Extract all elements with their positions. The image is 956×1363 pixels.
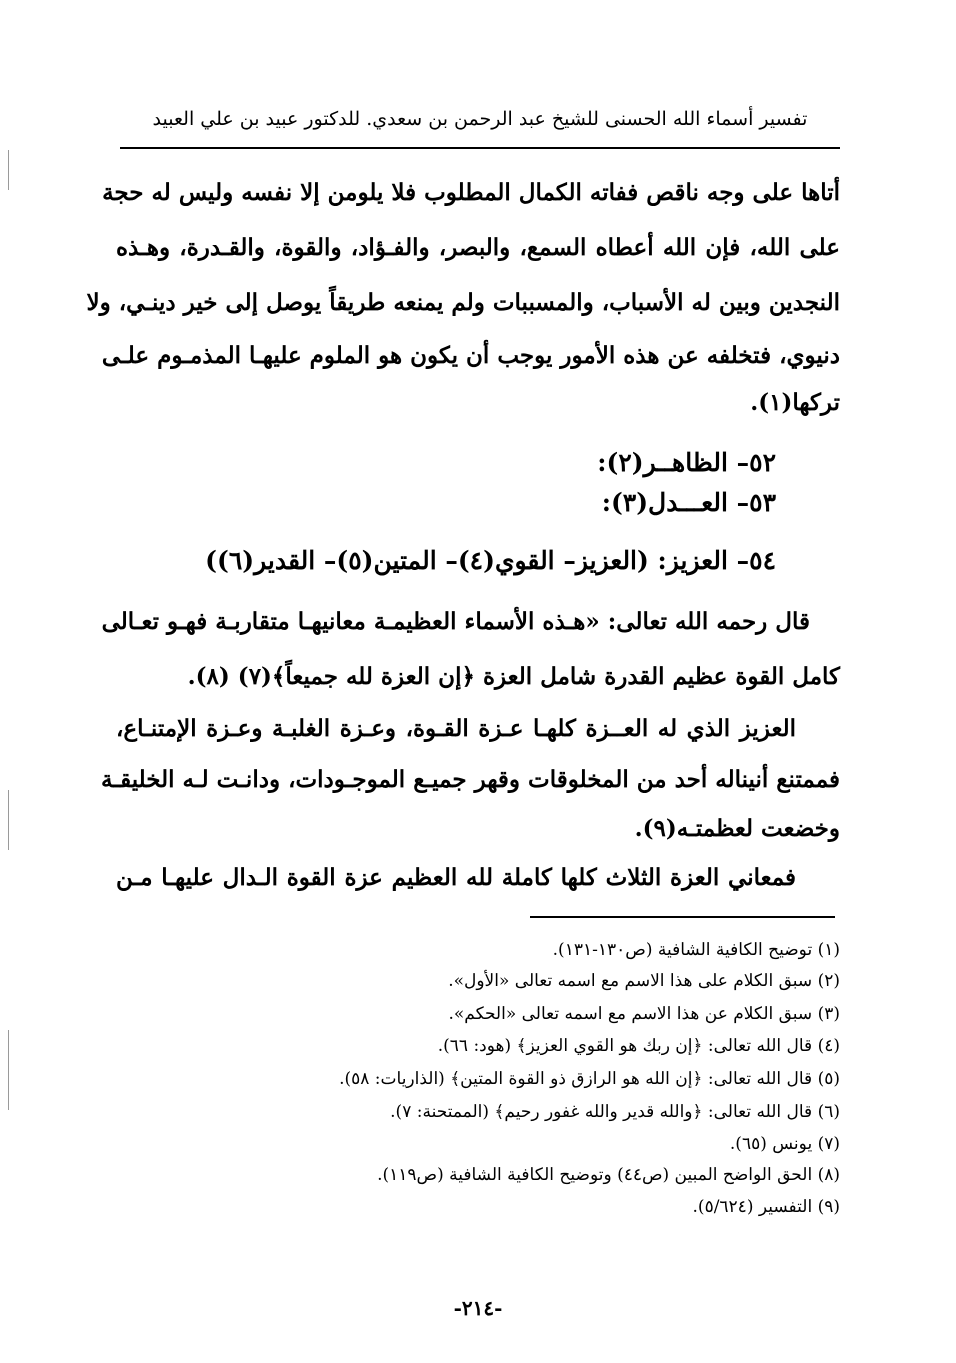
paragraph-line: قال رحمه الله تعالى: «هـذه الأسماء العظيمـة معانيهـا متقاربـة فهـو تعـالى: [101, 608, 810, 635]
scan-edge-mark: [8, 1030, 9, 1110]
scan-edge-mark: [8, 790, 9, 850]
footnote: (١) توضيح الكافية الشافية (ص١٣٠-١٣١).: [552, 940, 840, 960]
body-line: على الله، فإن الله أعطاه السمع، والبصر، والفـؤاد، والقوة، والقـدرة، وهـذه: [116, 234, 840, 261]
section-heading: ٥٤– العزيز: (العزيز– القوي(٤)– المتين(٥)– القدير(٦)): [205, 546, 776, 575]
page-number: -٢١٤-: [453, 1296, 503, 1320]
paragraph-line: العزيز الذي له العــزة كلهـا عـزة القـوة، وعـزة الغلبـة وعـزة الإمتنـاع،: [116, 715, 796, 742]
footnote: (٥) قال الله تعالى: ﴿إن الله هو الرازق ذو القوة المتين﴾ (الذاريات: ٥٨).: [339, 1069, 840, 1089]
paragraph-line: وخضعت لعظمتـه(٩).: [634, 815, 840, 842]
footnote: (٢) سبق الكلام على هذا الاسم مع اسمه تعالى «الأول».: [448, 971, 840, 991]
running-header: تفسير أسماء الله الحسنى للشيخ عبد الرحمن بن سعدي. للدكتور عبيد بن علي العبيد: [152, 108, 808, 130]
header-rule: [120, 147, 840, 149]
scan-edge-mark: [8, 150, 9, 190]
body-line: النجدين وبين له الأسباب، والمسببات ولم يمنعه طريقاً يوصل إلى خير دينـي، ولا: [86, 289, 840, 316]
footnote-separator: [530, 916, 835, 918]
footnote: (٤) قال الله تعالى: ﴿إن ربك هو القوي العزيز﴾ (هود: ٦٦).: [437, 1036, 840, 1056]
body-line: أتاها على وجه ناقص ففاته الكمال المطلوب فلا يلومن إلا نفسه وليس له حجة: [102, 179, 840, 206]
footnote: (٩) التفسير (٥/٦٢٤).: [692, 1197, 840, 1217]
body-line: دنيوي، فتخلفه عن هذه الأمور يوجب أن يكون هو الملوم عليهـا المذمـوم علـى: [101, 342, 840, 369]
paragraph-line: فمعاني العزة الثلاث كلها كاملة لله العظيم عزة القوة الـدال عليهـا مـن: [116, 864, 796, 891]
footnote: (٣) سبق الكلام عن هذا الاسم مع اسمه تعالى «الحكم».: [448, 1004, 840, 1024]
footnote: (٧) يونس (٦٥).: [729, 1134, 840, 1154]
body-line: تركها(١).: [750, 389, 840, 416]
section-heading: ٥٣– العـــدل(٣):: [601, 488, 776, 517]
footnote: (٨) الحق الواضح المبين (ص٤٤) وتوضيح الكافية الشافية (ص١١٩).: [377, 1165, 840, 1185]
paragraph-line: كامل القوة عظيم القدرة شامل العزة ﴿إن العزة لله جميعاً﴾(٧) (٨).: [187, 663, 840, 690]
section-heading: ٥٢– الظاهــر(٢):: [597, 448, 776, 477]
footnote: (٦) قال الله تعالى: ﴿والله قدير والله غفور رحيم﴾ (الممتحنة: ٧).: [390, 1102, 840, 1122]
paragraph-line: فممتنع أنيناله أحد من المخلوقات وقهر جميـع الموجـودات، ودانـت لـه الخليقـة: [101, 766, 840, 793]
